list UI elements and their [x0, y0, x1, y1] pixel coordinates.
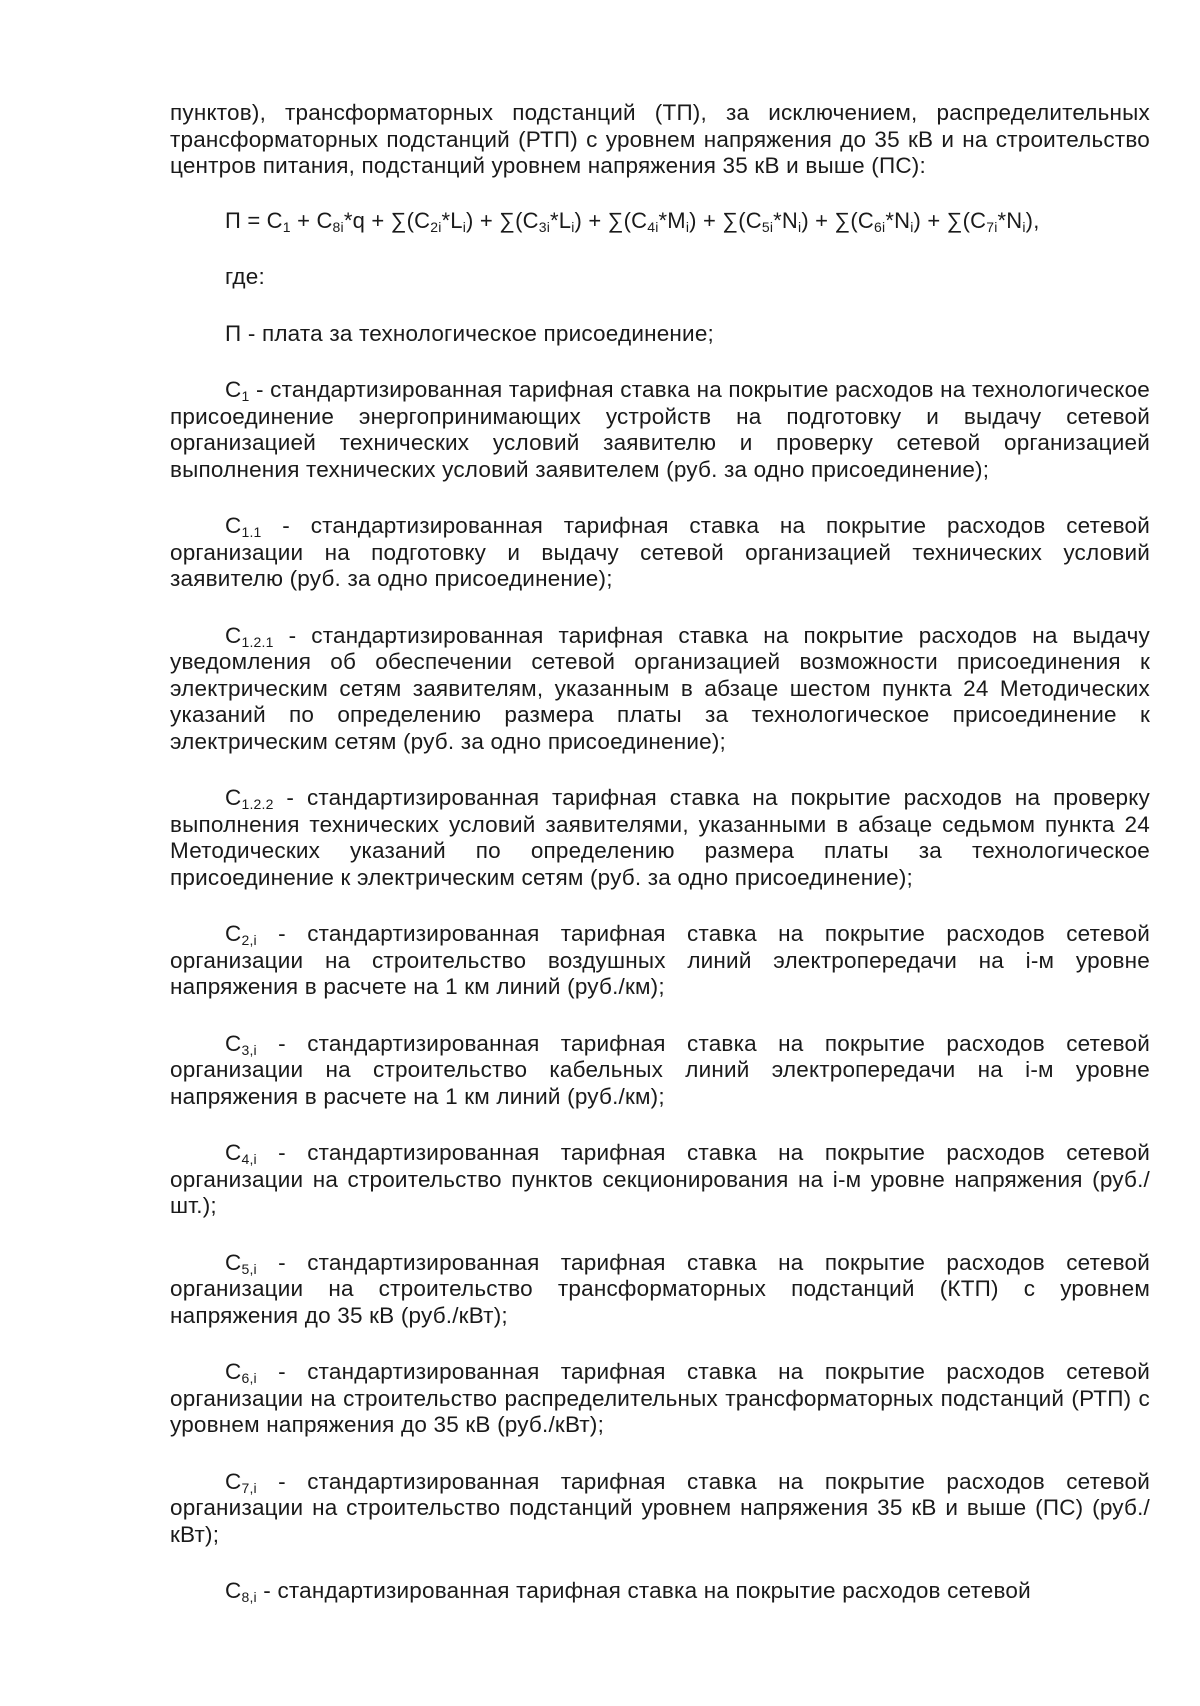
formula-subscript: 1 — [282, 218, 291, 235]
document-page — [170, 100, 1150, 1635]
rate-symbol: С — [225, 1249, 242, 1275]
rate-definition-paragraph — [170, 785, 1150, 891]
formula-term: ) + ∑(С — [801, 207, 875, 233]
formula-term: *N — [885, 207, 911, 233]
formula-term: *L — [441, 207, 463, 233]
rate-description: - стандартизированная тарифная ставка на покрытие расходов сетевой организации на строительство пунктов секционирования на i-м уровне напряжения (руб./шт.); — [170, 1140, 1150, 1218]
formula-subscript: i — [462, 218, 467, 235]
rate-description: - стандартизированная тарифная ставка на покрытие расходов сетевой организации на строительство распределительных трансформаторных подстанций (РТП) с уровнем напряжения до 35 кВ (руб./кВт); — [170, 1359, 1150, 1437]
formula-subscript: 4i — [647, 218, 659, 235]
rate-description: - стандартизированная тарифная ставка на покрытие расходов сетевой организации на строительство воздушных линий электропередачи на i-м уровне напряжения в расчете на 1 км линий (руб./км); — [170, 921, 1150, 999]
rate-symbol: С — [225, 513, 242, 538]
rate-subscript: 7,i — [241, 1479, 257, 1496]
rate-symbol: С — [225, 1468, 242, 1494]
payment-definition: П - плата за технологическое присоединение; — [225, 320, 714, 346]
rate-description: - стандартизированная тарифная ставка на покрытие расходов на выдачу уведомления об обеспечении сетевой организацией возможности присоединения к электрическим сетям заявителям, указанным в абзаце шестом пункта 24 Методических указаний по определению размера платы за технологическое присоединение к электрическим сетям (руб. за одно присоединение); — [170, 622, 1150, 754]
formula-term: + С — [290, 207, 333, 233]
rate-definition-paragraph — [170, 1031, 1150, 1111]
rate-symbol: С — [225, 785, 242, 810]
formula-subscript: 6i — [874, 218, 886, 235]
formula-term: ) + ∑(С — [689, 207, 762, 233]
rate-definition-paragraph — [170, 513, 1150, 593]
formula-subscript: i — [910, 218, 914, 235]
formula-term: ) + ∑(С — [466, 207, 539, 233]
rate-subscript: 3,i — [241, 1041, 257, 1058]
formula-subscript: 8i — [332, 218, 344, 235]
rate-definitions-list — [170, 377, 1150, 1605]
formula-term: *M — [658, 207, 686, 233]
rate-symbol: С — [225, 921, 242, 946]
rate-definition-paragraph — [170, 1578, 1150, 1605]
rate-definition-paragraph — [170, 1359, 1150, 1439]
formula-term: ) + ∑(С — [913, 207, 987, 233]
rate-definition-paragraph — [170, 623, 1150, 756]
rate-symbol: С — [225, 1140, 242, 1165]
formula-term: *L — [550, 207, 572, 233]
formula-term: *N — [997, 207, 1023, 233]
formula-subscript: 7i — [986, 218, 998, 235]
formula-subscript: i — [1022, 218, 1026, 235]
rate-symbol: С — [225, 622, 242, 648]
formula-term: *q + ∑(С — [343, 207, 431, 233]
rate-subscript: 4,i — [241, 1151, 257, 1167]
rate-subscript: 1.2.2 — [241, 796, 274, 812]
rate-definition-paragraph — [170, 1140, 1150, 1220]
formula-term: ) + ∑(С — [574, 207, 648, 233]
formula-subscript: 5i — [761, 218, 774, 235]
where-label: где: — [225, 264, 265, 289]
rate-subscript: 5,i — [241, 1260, 257, 1277]
rate-symbol: С — [225, 377, 242, 402]
formula-subscript: 2i — [430, 218, 442, 235]
rate-description: - стандартизированная тарифная ставка на покрытие расходов сетевой организации на подготовку и выдачу сетевой организацией технических условий заявителю (руб. за одно присоединение); — [170, 513, 1150, 591]
rate-description: - стандартизированная тарифная ставка на покрытие расходов на проверку выполнения технических условий заявителями, указанными в абзаце седьмом пункта 24 Методических указаний по определению размера платы за технологическое присоединение к электрическим сетям (руб. за одно присоединение); — [170, 785, 1150, 890]
formula-subscript: i — [571, 218, 575, 235]
rate-definition-paragraph — [170, 921, 1150, 1001]
rate-symbol: С — [225, 1359, 242, 1384]
rate-symbol: С — [225, 1030, 242, 1056]
rate-description: - стандартизированная тарифная ставка на покрытие расходов на технологическое присоединение энергопринимающих устройств на подготовку и выдачу сетевой организацией технических условий заявителю и проверку сетевой организацией выполнения технических условий заявителем (руб. за одно присоединение); — [170, 377, 1150, 482]
rate-description: - стандартизированная тарифная ставка на покрытие расходов сетевой организации на строительство подстанций уровнем напряжения 35 кВ и выше (ПС) (руб./кВт); — [170, 1468, 1150, 1547]
formula-subscript: i — [685, 218, 690, 235]
rate-description: - стандартизированная тарифная ставка на покрытие расходов сетевой организации на строительство кабельных линий электропередачи на i-м уровне напряжения в расчете на 1 км линий (руб./км); — [170, 1030, 1150, 1109]
rate-subscript: 2,i — [241, 932, 257, 948]
rate-subscript: 8,i — [241, 1589, 257, 1605]
rate-subscript: 6,i — [241, 1370, 257, 1386]
rate-definition-paragraph — [170, 377, 1150, 483]
rate-subscript: 1.1 — [241, 524, 262, 540]
rate-description: - стандартизированная тарифная ставка на покрытие расходов сетевой — [256, 1578, 1031, 1603]
rate-symbol: С — [225, 1578, 242, 1603]
payment-formula — [225, 208, 1150, 235]
rate-subscript: 1.2.1 — [241, 633, 274, 650]
rate-subscript: 1 — [241, 388, 250, 404]
formula-subscript: 3i — [538, 218, 551, 235]
formula-term: П = С — [225, 207, 283, 233]
intro-paragraph: пунктов), трансформаторных подстанций (ТП), за исключением, распределительных трансформаторных подстанций (РТП) с уровнем напряжения до 35 кВ и на строительство центров питания, подстанций уровнем напряжения 35 кВ и выше (ПС): — [170, 100, 1150, 178]
formula-subscript: i — [798, 218, 802, 235]
formula-term: *N — [773, 207, 799, 233]
rate-definition-paragraph — [170, 1250, 1150, 1330]
rate-definition-paragraph — [170, 1469, 1150, 1549]
formula-term: ), — [1025, 207, 1040, 233]
rate-description: - стандартизированная тарифная ставка на покрытие расходов сетевой организации на строительство трансформаторных подстанций (КТП) с уровнем напряжения до 35 кВ (руб./кВт); — [170, 1249, 1150, 1328]
